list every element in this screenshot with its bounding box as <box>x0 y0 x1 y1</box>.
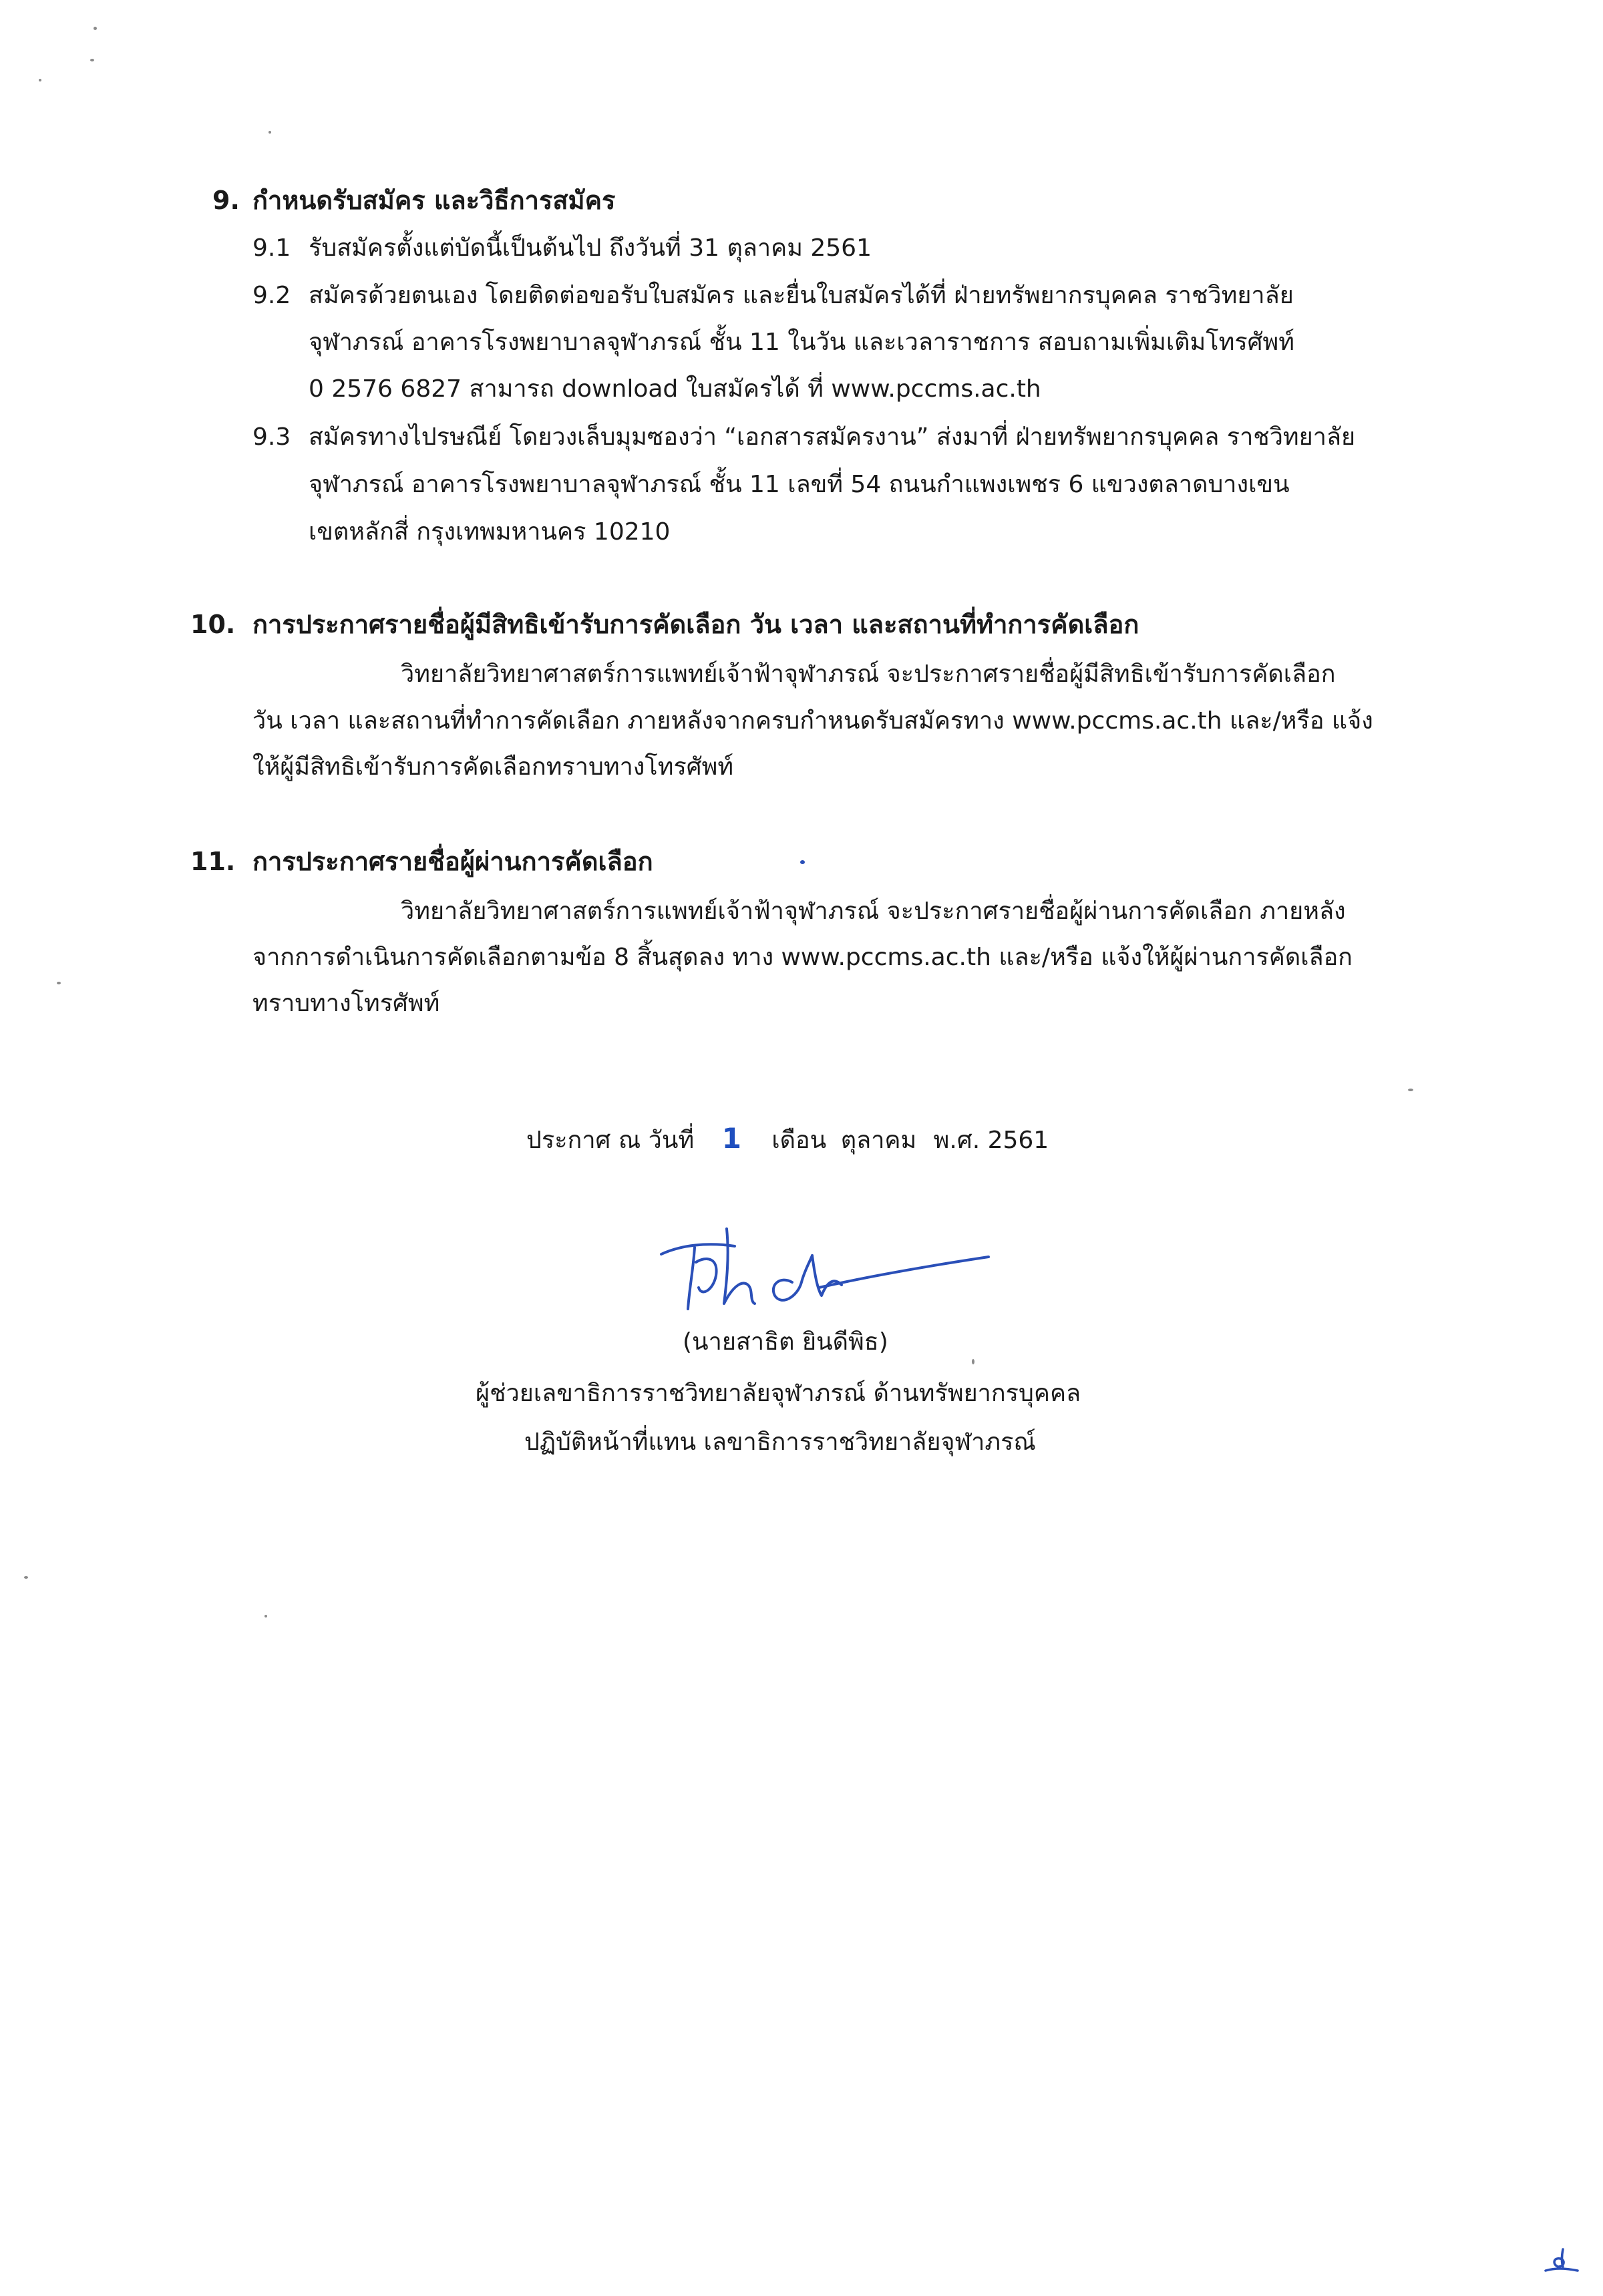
announcement-month: ตุลาคม <box>840 1127 917 1154</box>
section-11-line: จากการดำเนินการคัดเลือกตามข้อ 8 สิ้นสุดลง ทาง www.pccms.ac.th และ/หรือ แจ้งให้ผู้ผ่านการคัดเลือก <box>252 944 1353 971</box>
announcement-date <box>526 1122 1049 1157</box>
item-9-3-line: สมัครทางไปรษณีย์ โดยวงเล็บมุมซองว่า “เอกสารสมัครงาน” ส่งมาที่ ฝ่ายทรัพยากรบุคคล ราชวิทยาลัย <box>309 423 1356 451</box>
section-10-line: วิทยาลัยวิทยาศาสตร์การแพทย์เจ้าฟ้าจุฬาภรณ์ จะประกาศรายชื่อผู้มีสิทธิเข้ารับการคัดเลือก <box>401 660 1336 688</box>
section-11-number: 11. <box>190 847 236 876</box>
announcement-year-label: พ.ศ. <box>933 1127 981 1154</box>
scan-speck <box>94 27 97 30</box>
section-9-title: กำหนดรับสมัคร และวิธีการสมัคร <box>252 186 616 215</box>
scan-speck <box>800 860 805 864</box>
scan-speck <box>24 1576 28 1579</box>
announcement-prefix: ประกาศ ณ วันที่ <box>526 1127 695 1154</box>
signatory-position: ผู้ช่วยเลขาธิการราชวิทยาลัยจุฬาภรณ์ ด้านทรัพยากรบุคคล <box>476 1380 1081 1407</box>
section-10-number: 10. <box>190 610 236 639</box>
item-9-1-line: รับสมัครตั้งแต่บัดนี้เป็นต้นไป ถึงวันที่ 31 ตุลาคม 2561 <box>309 234 872 262</box>
scan-speck <box>39 79 41 81</box>
scan-speck <box>269 131 271 134</box>
scan-speck <box>264 1615 267 1617</box>
signatory-name: (นายสาธิต ยินดีพิธ) <box>683 1328 888 1356</box>
scan-speck <box>57 982 61 984</box>
section-10-line: ให้ผู้มีสิทธิเข้ารับการคัดเลือกทราบทางโทรศัพท์ <box>252 753 734 781</box>
signatory-acting: ปฏิบัติหน้าที่แทน เลขาธิการราชวิทยาลัยจุฬาภรณ์ <box>524 1428 1036 1456</box>
section-11-title: การประกาศรายชื่อผู้ผ่านการคัดเลือก <box>252 847 653 876</box>
section-10-title: การประกาศรายชื่อผู้มีสิทธิเข้ารับการคัดเลือก วัน เวลา และสถานที่ทำการคัดเลือก <box>252 610 1139 639</box>
announcement-month-label: เดือน <box>771 1127 827 1154</box>
item-9-2-line: จุฬาภรณ์ อาคารโรงพยาบาลจุฬาภรณ์ ชั้น 11 ในวัน และเวลาราชการ สอบถามเพิ่มเติมโทรศัพท์ <box>309 329 1294 356</box>
section-10-line: วัน เวลา และสถานที่ทำการคัดเลือก ภายหลังจากครบกำหนดรับสมัครทาง www.pccms.ac.th และ/หรือ แจ้ง <box>252 707 1373 735</box>
section-11-line: ทราบทางโทรศัพท์ <box>252 990 440 1017</box>
item-9-2-number: 9.2 <box>252 282 291 309</box>
corner-initial-mark <box>1542 2244 1582 2277</box>
scan-speck <box>90 59 94 61</box>
item-9-3-line: เขตหลักสี่ กรุงเทพมหานคร 10210 <box>309 518 671 546</box>
scan-speck <box>1408 1089 1413 1091</box>
item-9-2-line: 0 2576 6827 สามารถ download ใบสมัครได้ ที่ www.pccms.ac.th <box>309 375 1041 403</box>
announcement-day: 1 <box>721 1122 741 1155</box>
item-9-3-line: จุฬาภรณ์ อาคารโรงพยาบาลจุฬาภรณ์ ชั้น 11 เลขที่ 54 ถนนกำแพงเพชร 6 แขวงตลาดบางเขน <box>309 471 1290 498</box>
section-9-number: 9. <box>212 186 240 215</box>
scan-speck <box>972 1359 974 1364</box>
handwritten-signature <box>655 1215 1002 1329</box>
item-9-1-number: 9.1 <box>252 234 291 262</box>
section-11-line: วิทยาลัยวิทยาศาสตร์การแพทย์เจ้าฟ้าจุฬาภรณ์ จะประกาศรายชื่อผู้ผ่านการคัดเลือก ภายหลัง <box>401 898 1346 925</box>
item-9-3-number: 9.3 <box>252 423 291 451</box>
announcement-year: 2561 <box>987 1127 1049 1154</box>
item-9-2-line: สมัครด้วยตนเอง โดยติดต่อขอรับใบสมัคร และยื่นใบสมัครได้ที่ ฝ่ายทรัพยากรบุคคล ราชวิทยาลัย <box>309 282 1294 309</box>
